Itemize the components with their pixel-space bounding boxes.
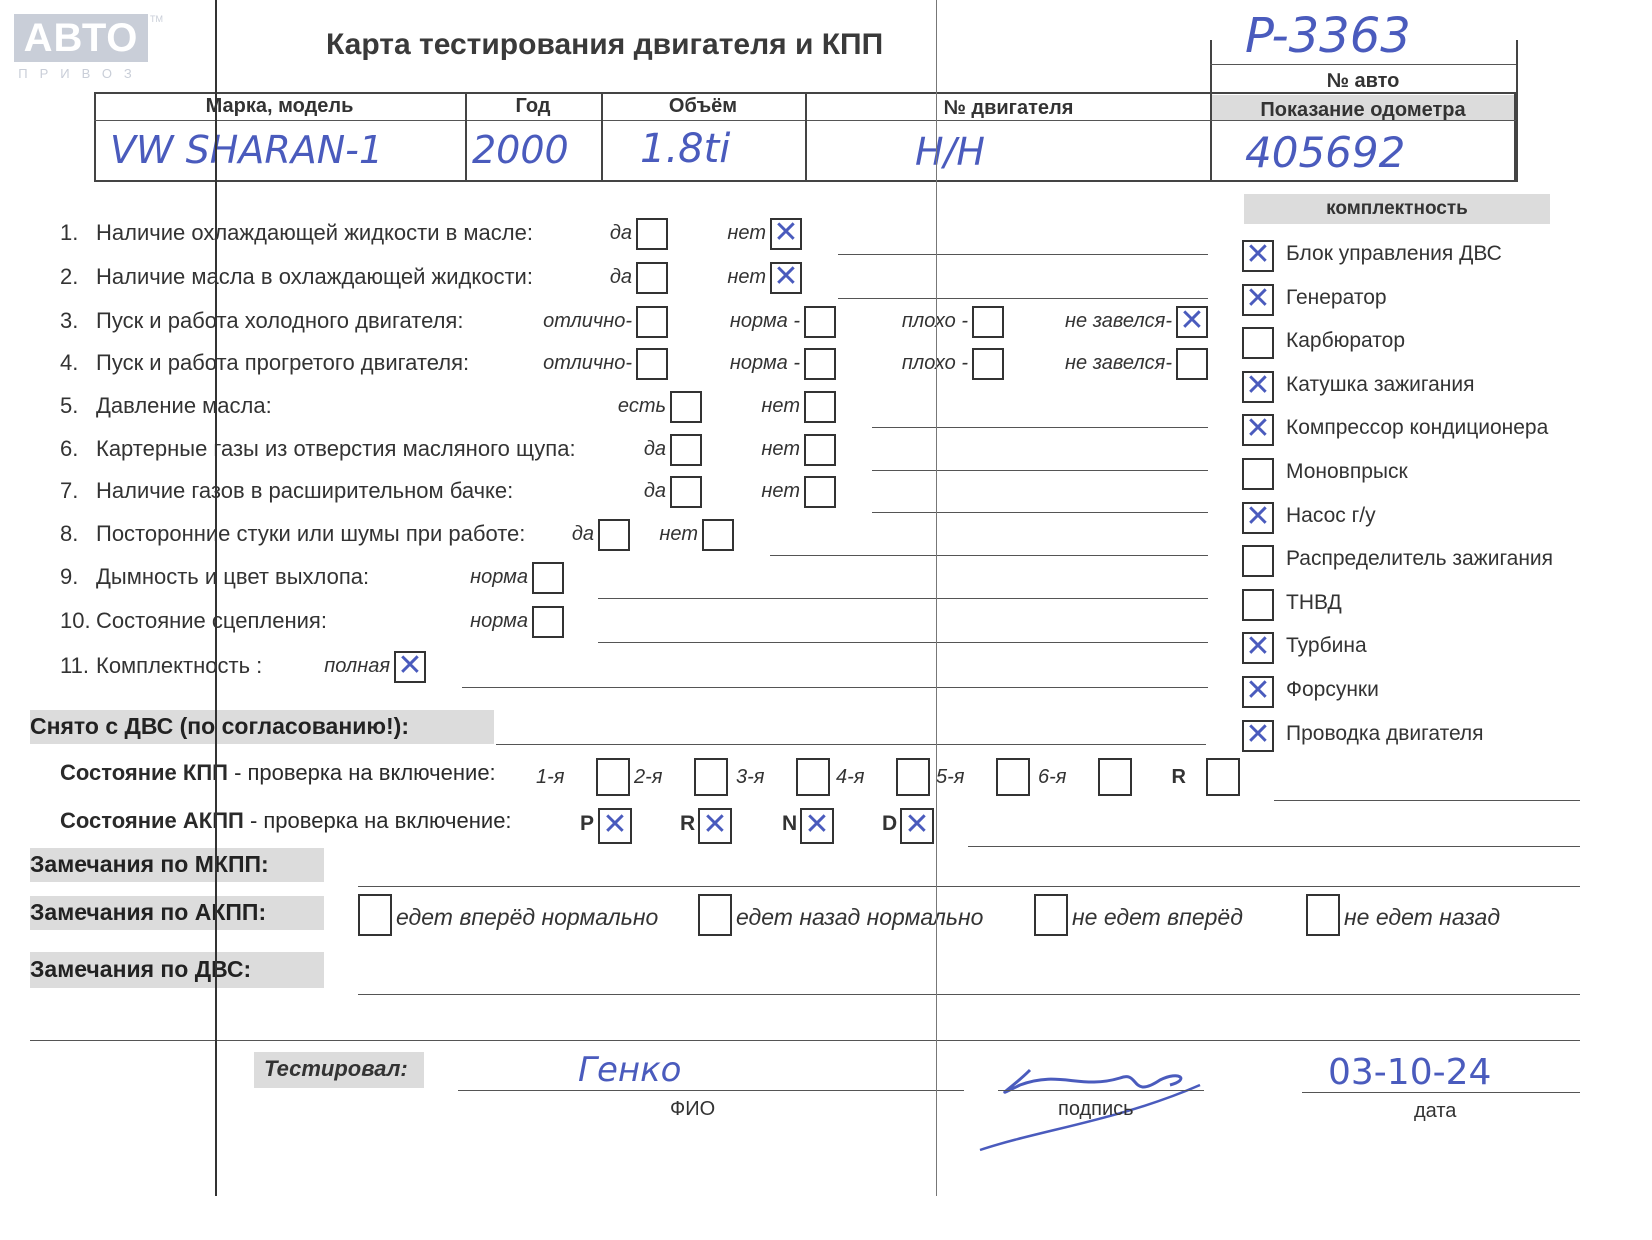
option-label: норма [470,566,528,588]
remarks-akpp-label: Замечания по АКПП: [30,899,267,925]
option-label: да [609,222,632,244]
date-value: 03-10-24 [1328,1052,1492,1093]
remarks-dvs-line [358,994,1580,995]
kit-checkbox[interactable] [1242,327,1274,359]
scan-line [936,0,937,1196]
akpp-remark-checkbox[interactable] [358,894,392,936]
check-mark: ✕ [1245,629,1271,665]
akpp-position-label: R [680,812,696,835]
check-mark: ✕ [804,807,830,842]
volume-value: 1.8ti [640,126,731,172]
logo-subtitle: ПРИВОЗ [18,66,144,81]
check-mark: ✕ [397,648,423,683]
question-text: Картерные газы из отверстия масляного щупа: [96,436,576,461]
answer-line [598,642,1208,643]
option-checkbox[interactable] [702,519,734,551]
option-checkbox[interactable] [804,434,836,466]
akpp-remark-label: не едет вперёд [1072,904,1243,930]
scan-line [215,0,217,1196]
remarks-mkpp-label: Замечания по МКПП: [30,851,269,877]
gear-checkbox[interactable] [1098,758,1132,796]
check-mark: ✕ [1245,280,1271,316]
question-number: 7. [60,478,79,503]
question-text: Комплектность : [96,653,263,678]
option-label: норма [470,610,528,632]
option-label: да [609,266,632,288]
question-number: 1. [60,220,79,245]
question-number: 5. [60,393,79,418]
kit-item-label: Турбина [1286,634,1367,658]
kit-item-label: Насос г/у [1286,503,1376,527]
date-line [1302,1092,1580,1093]
gear-label: 3-я [736,766,765,788]
question-number: 9. [60,564,79,589]
option-label: да [571,523,594,545]
option-checkbox[interactable] [532,606,564,638]
gear-label: 4-я [836,766,865,788]
car-number-label: № авто [1326,70,1400,92]
gear-label: 1-я [536,766,565,788]
option-checkbox[interactable] [804,391,836,423]
logo-tm: TM [150,14,163,24]
option-label: не завелся- [1065,310,1172,332]
kpp-label-bold: Состояние КПП [60,760,228,785]
option-label: плохо - [901,352,968,374]
volume-label: Объём [668,95,738,117]
check-mark: ✕ [1245,237,1271,272]
akpp-label-bold: Состояние АКПП [60,808,244,833]
answer-line [770,555,1208,556]
fio-label: ФИО [670,1098,716,1120]
akpp-label-rest: - проверка на включение: [243,808,512,833]
gear-checkbox[interactable] [996,758,1030,796]
option-checkbox[interactable] [532,562,564,594]
akpp-remark-label: едет назад нормально [736,904,984,930]
question-text: Наличие охлаждающей жидкости в масле: [96,220,533,245]
answer-line [838,298,1208,299]
remarks-mkpp-line [358,886,1580,887]
akpp-remark-checkbox[interactable] [1034,894,1068,936]
question-text: Давление масла: [96,393,272,418]
gear-label: R [1171,766,1186,788]
kit-item-label: Катушка зажигания [1286,372,1475,396]
option-label: плохо - [901,310,968,332]
akpp-remark-label: едет вперёд нормально [396,904,659,930]
question-number: 8. [60,521,79,546]
akpp-remark-checkbox[interactable] [1306,894,1340,936]
remarks-dvs-line-2 [30,1040,1580,1041]
year-value: 2000 [472,128,569,172]
page-title: Карта тестирования двигателя и КПП [326,28,884,61]
question-number: 4. [60,350,79,375]
option-label: полная [324,655,390,677]
fio-line [458,1090,964,1091]
akpp-remark-label: не едет назад [1344,904,1501,930]
gear-checkbox[interactable] [596,758,630,796]
check-mark: ✕ [773,259,799,294]
answer-line [872,470,1208,471]
kit-item-label: Компрессор кондиционера [1286,416,1549,440]
option-label: нет [659,523,698,545]
option-label: да [643,438,666,460]
logo: АВТО [14,14,148,62]
gear-label: 5-я [936,766,965,788]
option-label: не завелся- [1065,352,1172,374]
kit-item-label: Моновпрыск [1286,460,1408,483]
engine-value: H/H [915,130,985,174]
gear-checkbox[interactable] [796,758,830,796]
option-label: отлично- [543,310,632,332]
akpp-label [60,808,512,834]
check-mark: ✕ [1245,673,1271,708]
kit-checkbox[interactable] [1242,545,1274,577]
gear-checkbox[interactable] [694,758,728,796]
question-text: Дымность и цвет выхлопа: [96,564,370,589]
option-label: есть [617,395,666,417]
brand-value: VW SHARAN-1 [110,128,384,172]
answer-line [872,512,1208,513]
kit-checkbox[interactable] [1242,458,1274,490]
engine-label: № двигателя [943,97,1074,119]
kit-item-label: Генератор [1286,285,1387,309]
brand-label: Марка, модель [205,95,354,117]
removed-label: Снято с ДВС (по согласованию!): [30,713,409,739]
check-mark: ✕ [904,807,930,842]
gear-label: 2-я [634,766,663,788]
kit-item-label: Карбюратор [1286,329,1406,353]
akpp-position-label: D [882,812,898,835]
odometer-value: 405692 [1245,128,1406,177]
answer-line [598,598,1208,599]
option-label: нет [727,222,766,244]
answer-line [872,427,1208,428]
remarks-dvs-label: Замечания по ДВС: [30,956,252,982]
check-mark: ✕ [1179,303,1205,338]
akpp-position-label: P [580,812,595,835]
fio-value: Генко [578,1050,682,1090]
date-label: дата [1414,1100,1457,1122]
answer-line [462,687,1208,688]
question-text: Посторонние стуки или шумы при работе: [96,521,526,546]
kpp-label-rest: - проверка на включение: [227,760,496,785]
option-label: отлично- [543,352,632,374]
option-label: да [643,480,666,502]
check-mark: ✕ [773,215,799,250]
check-mark: ✕ [702,807,728,842]
question-number: 11. [60,653,89,678]
option-label: норма - [729,352,800,374]
answer-line [838,254,1208,255]
divider [1210,64,1516,65]
kit-checkbox[interactable] [1242,589,1274,621]
gear-label: 6-я [1038,766,1067,788]
question-number: 3. [60,308,79,333]
kit-item-label: Распределитель зажигания [1286,547,1554,571]
question-number: 2. [60,264,79,289]
check-mark: ✕ [1245,716,1271,752]
question-text: Состояние сцепления: [96,608,327,633]
check-mark: ✕ [602,807,628,842]
option-label: нет [761,395,800,417]
option-label: нет [761,438,800,460]
option-checkbox[interactable] [804,476,836,508]
akpp-position-label: N [782,812,798,835]
removed-line [496,744,1206,745]
kpp-line [1274,800,1580,801]
question-number: 6. [60,436,79,461]
akpp-remark-checkbox[interactable] [698,894,732,936]
option-label: нет [727,266,766,288]
check-mark: ✕ [1245,411,1271,447]
question-text: Пуск и работа прогретого двигателя: [96,350,470,375]
year-label: Год [515,95,551,117]
kit-item-label: ТНВД [1286,590,1342,614]
odometer-label: Показание одометра [1260,99,1466,121]
option-label: норма - [729,310,800,332]
option-checkbox[interactable] [1176,348,1208,380]
gear-checkbox[interactable] [1206,758,1240,796]
question-number: 10. [60,608,91,633]
question-text: Наличие газов в расширительном бачке: [96,478,514,503]
kit-item-label: Форсунки [1286,678,1379,701]
divider [1516,40,1518,182]
check-mark: ✕ [1245,498,1271,534]
kit-item-label: Проводка двигателя [1286,721,1484,745]
kit-title: комплектность [1326,198,1468,219]
question-text: Пуск и работа холодного двигателя: [96,308,464,333]
sign-line [998,1090,1204,1091]
kit-item-label: Блок управления ДВС [1286,242,1502,265]
gear-checkbox[interactable] [896,758,930,796]
kpp-label [60,760,496,786]
option-label: нет [761,480,800,502]
car-number-value: P-3363 [1245,8,1411,64]
tested-label: Тестировал: [264,1056,408,1081]
sign-label: подпись [1058,1098,1134,1120]
akpp-line [968,846,1580,847]
check-mark: ✕ [1245,367,1271,403]
question-text: Наличие масла в охлаждающей жидкости: [96,264,533,289]
